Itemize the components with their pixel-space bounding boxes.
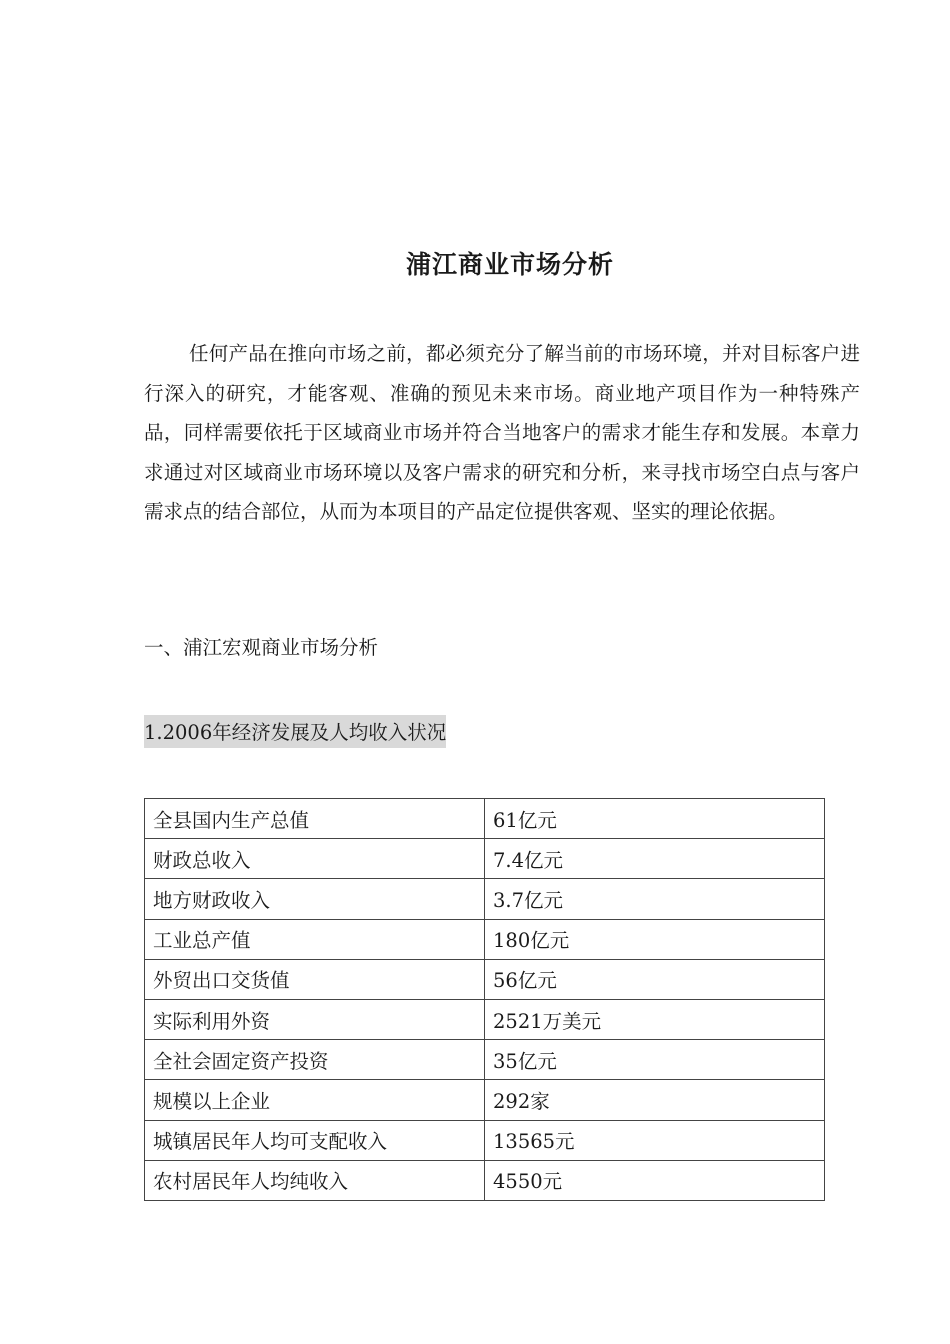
table-row [145,799,825,839]
row-value: 56亿元 [485,959,825,999]
row-label: 城镇居民年人均可支配收入 [145,1120,485,1160]
table-row [145,879,825,919]
row-value: 61亿元 [485,799,825,839]
row-value: 7.4亿元 [485,839,825,879]
table-row [145,1160,825,1200]
row-label: 规模以上企业 [145,1080,485,1120]
table-row [145,1080,825,1120]
row-value: 3.7亿元 [485,879,825,919]
row-value: 4550元 [485,1160,825,1200]
row-value: 13565元 [485,1120,825,1160]
table-row [145,919,825,959]
row-value: 292家 [485,1080,825,1120]
row-label: 地方财政收入 [145,879,485,919]
intro-paragraph: 任何产品在推向市场之前，都必须充分了解当前的市场环境，并对目标客户进行深入的研究，才能客观、准确的预见未来市场。商业地产项目作为一种特殊产品，同样需要依托于区域商业市场并符合当地客户的需求才能生存和发展。本章力求通过对区域商业市场环境以及客户需求的研究和分析，来寻找市场空白点与客户需求点的结合部位，从而为本项目的产品定位提供客观、坚实的理论依据。 [144,342,860,523]
row-value: 35亿元 [485,1040,825,1080]
table-row [145,1040,825,1080]
table-row [145,959,825,999]
document-title: 浦江商业市场分析 [405,249,614,279]
row-label: 工业总产值 [145,919,485,959]
table-row [145,1120,825,1160]
row-label: 全社会固定资产投资 [145,1040,485,1080]
table-row [145,999,825,1039]
sub-heading: 1.2006年经济发展及人均收入状况 [144,715,446,748]
section-heading: 一、浦江宏观商业市场分析 [144,636,379,659]
row-label: 财政总收入 [145,839,485,879]
row-value: 180亿元 [485,919,825,959]
row-label: 外贸出口交货值 [145,959,485,999]
row-label: 农村居民年人均纯收入 [145,1160,485,1200]
economy-table [144,798,825,1201]
table-row [145,839,825,879]
row-value: 2521万美元 [485,999,825,1039]
row-label: 全县国内生产总值 [145,799,485,839]
row-label: 实际利用外资 [145,999,485,1039]
